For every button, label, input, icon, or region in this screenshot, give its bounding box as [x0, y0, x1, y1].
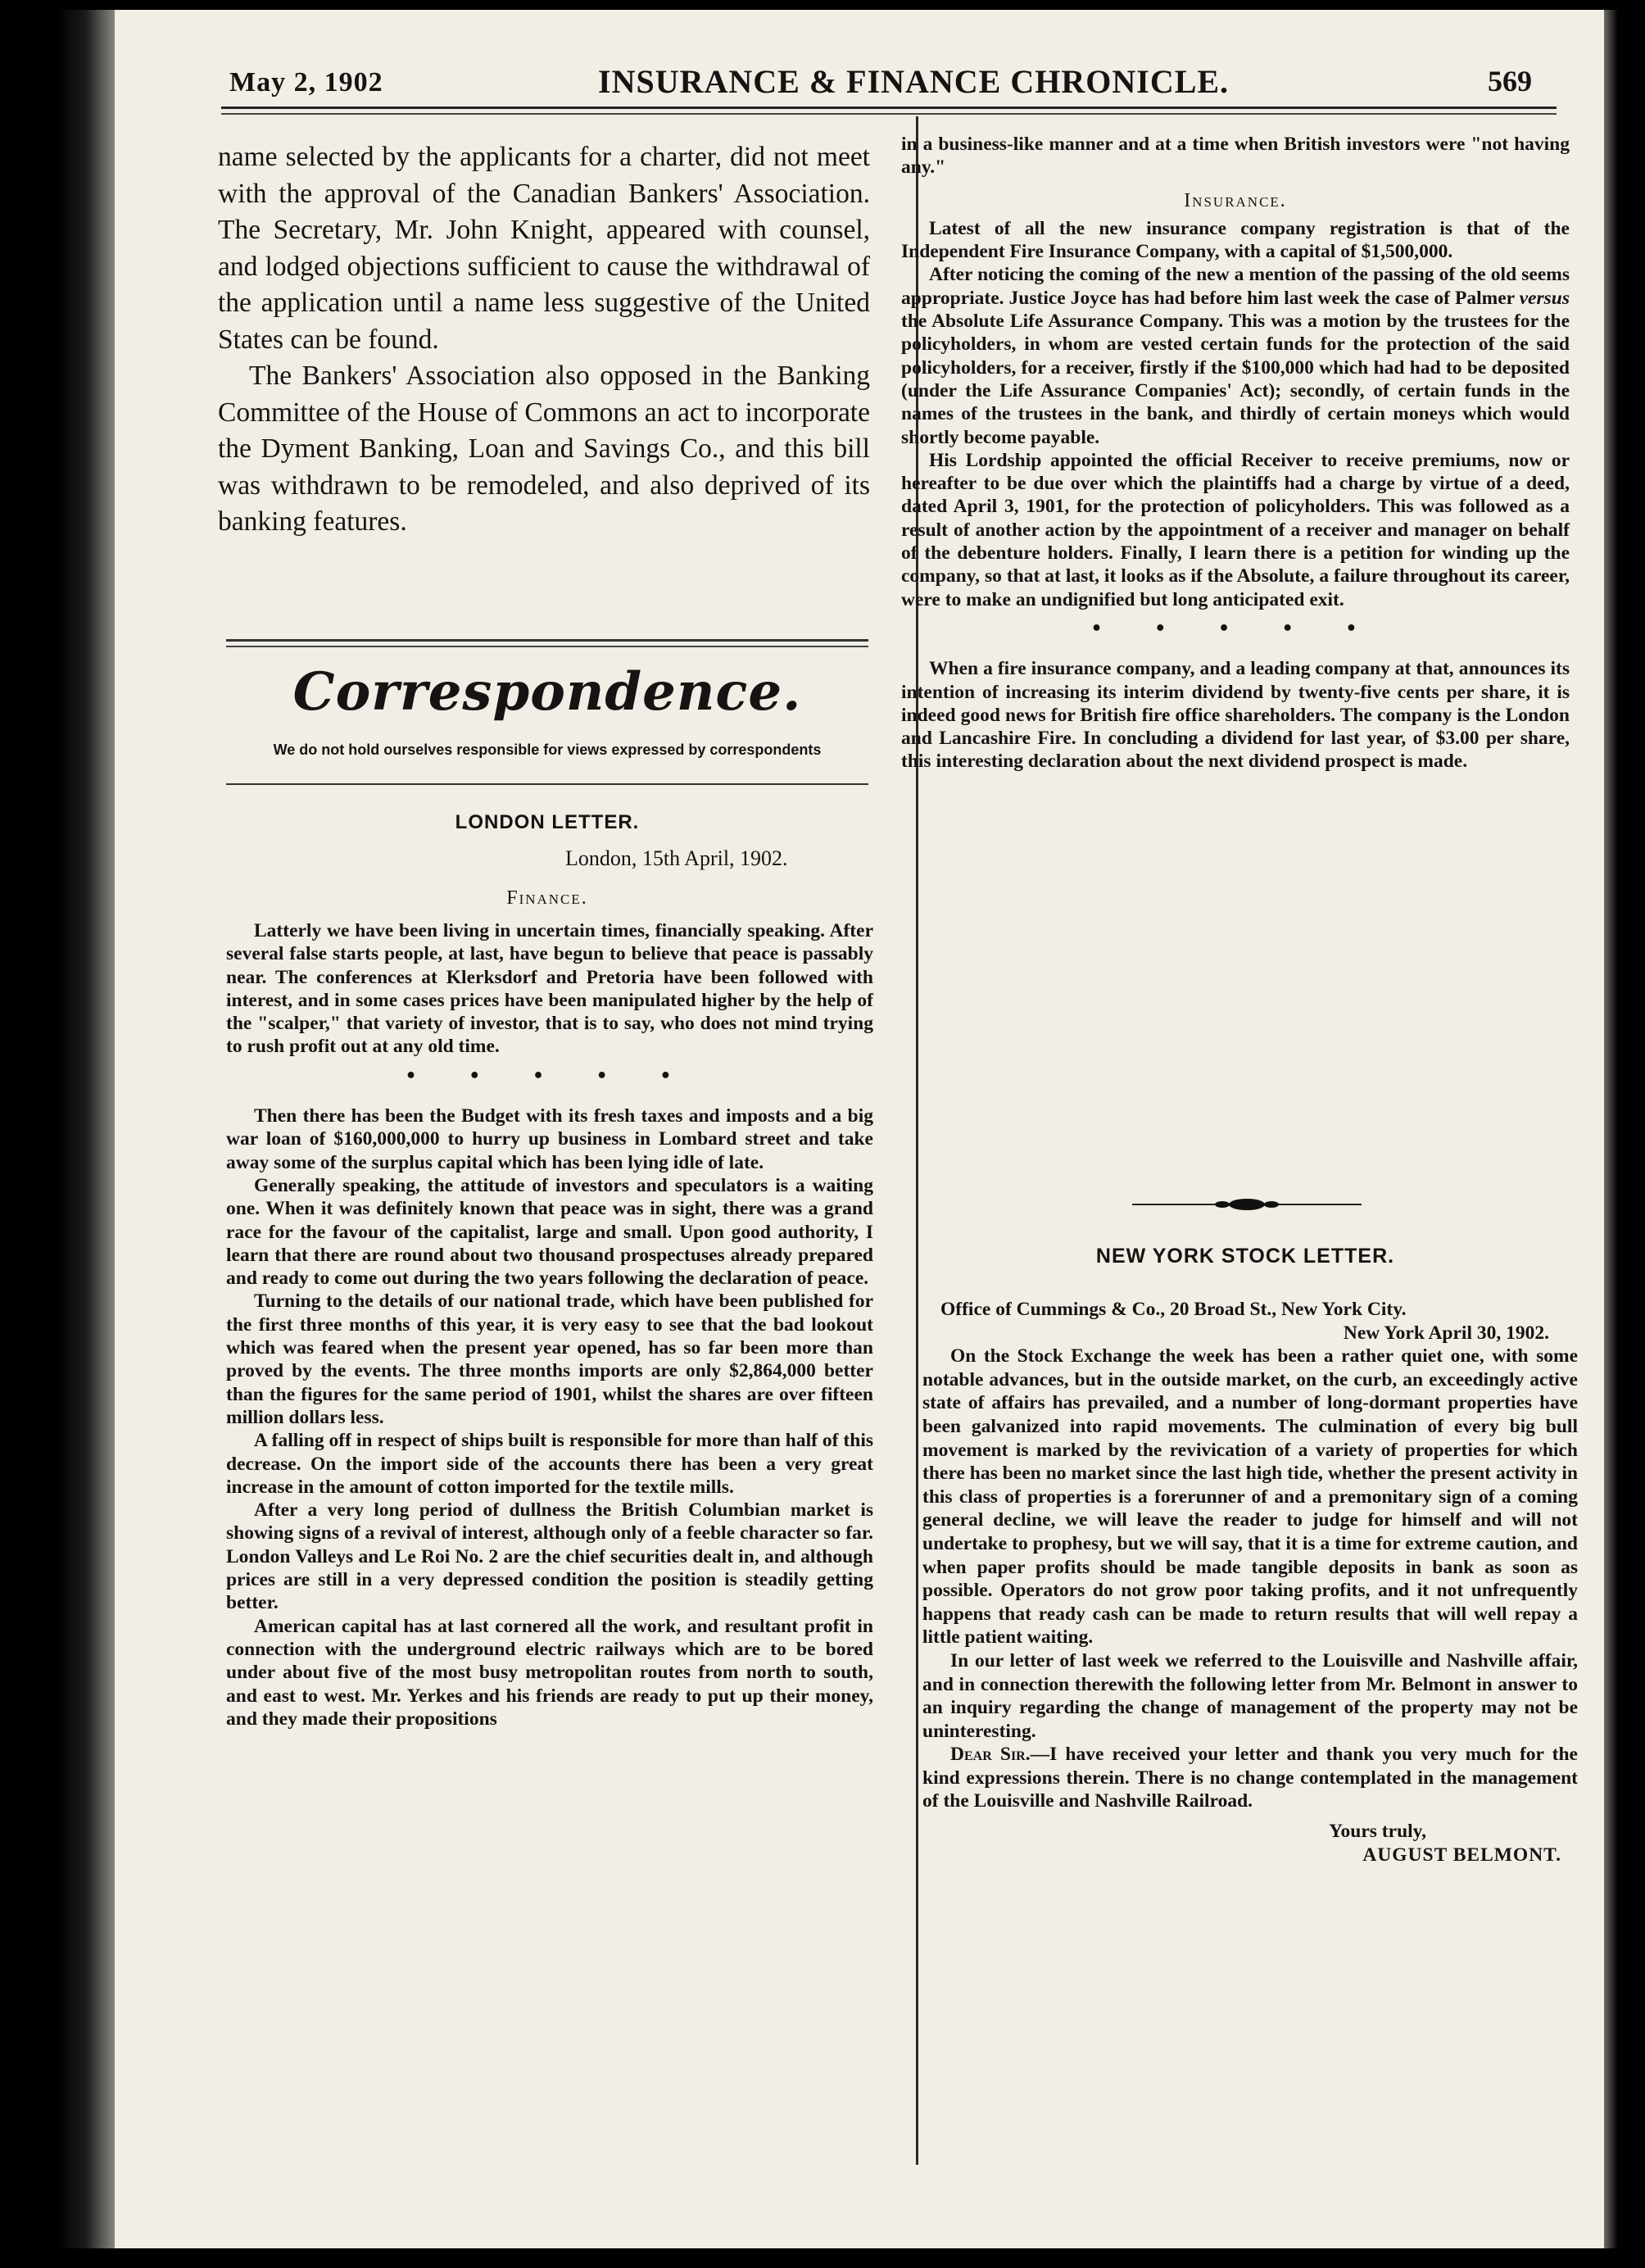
salutation: Dear Sir.	[950, 1744, 1031, 1766]
paragraph: Generally speaking, the attitude of investors and speculators is a waiting one. When it was definitely known that peace was in sight, there was a grand race for the favour of the capitalist, large and small. Upon good authority, I learn that there are round about two thousand prospectuses already prepared and ready to come out during the two years following the declaration of peace.	[226, 1174, 873, 1290]
ny-letter-heading: NEW YORK STOCK LETTER.	[1095, 1245, 1395, 1268]
paragraph: His Lordship appointed the official Receiver to receive premiums, now or hereafter to be due over which the plaintiffs had a charge by virtue of a deed, dated April 3, 1901, for the protection of policyholders. This was followed as a result of another action by the appointment of a receiver and manager on behalf of the debenture holders. Finally, I learn there is a petition for winding up the company, so that at last, it looks as if the Absolute, a failure throughout its career, were to make an undignified but long anticipated exit.	[901, 449, 1570, 610]
letter-paragraph	[922, 1743, 1578, 1813]
paragraph: A falling off in respect of ships built is responsible for more than half of this decrease. On the import side of the accounts there has been a very great increase in the amount of cotton imported for the textile mills.	[226, 1430, 873, 1498]
paragraph: On the Stock Exchange the week has been a rather quiet one, with some notable advances, but in the outside market, on the curb, an exceedingly active state of affairs has prevailed, and a number of long-dormant properties have been galvanized into rapid movements. The culmination of every big bull movement is marked by the revivication of a variety of properties for which there has been no market since the last high tide, whether the present activity in this class of properties is a forerunner of and a premonitary sign of a coming general decline, we will leave the reader to judge for himself and will not undertake to prophesy, but we will say, that it is a time for extreme caution, and when paper profits should be made tangible deposits in bank as soon as possible. Operators do not grow poor taking profits, and it not unfrequently happens that ready cash can be made to return results that will well repay a little patient waiting.	[922, 1345, 1578, 1649]
london-letter-body	[226, 919, 873, 1730]
correspondence-title: Correspondence.	[292, 661, 802, 723]
paragraph: After a very long period of dullness the British Columbian market is showing signs of a revival of interest, although only of a feeble character so far. London Valleys and Le Roi No. 2 are the chief securities dealt in, and although prices are still in a very depressed condition the position is steadily getting better.	[226, 1499, 873, 1614]
paragraph: Latest of all the new insurance company registration is that of the Independent Fire Insurance Company, with a capital of $1,500,000.	[901, 217, 1570, 263]
ny-office-line: Office of Cummings & Co., 20 Broad St., New York City.	[940, 1299, 1407, 1320]
header-rule-secondary	[221, 113, 1557, 115]
paragraph: Then there has been the Budget with its fresh taxes and imposts and a big war loan of $160,000,000 to hurry up business in Lombard street and take away some of the surplus capital which has been lying idle of late.	[226, 1105, 873, 1173]
section-bullets: • • • • •	[1090, 618, 1380, 639]
ornament-divider	[1132, 1196, 1362, 1213]
section-rule-secondary	[226, 646, 868, 647]
left-column-continuation	[218, 139, 870, 541]
paragraph: In our letter of last week we referred to the Louisville and Nashville affair, and in connection therewith the following letter from Mr. Belmont in answer to an inquiry regarding the change of management of the property may not be uninteresting.	[922, 1649, 1578, 1742]
paragraph: When a fire insurance company, and a leading company at that, announces its intention of increasing its interim dividend by twenty-five cents per share, it is indeed good news for British fire office shareholders. The company is the London and Lancashire Fire. In concluding a dividend for last year, of $3.00 per share, this interesting declaration about the next dividend prospect is made.	[901, 658, 1570, 773]
page-edge	[1604, 10, 1624, 2248]
paragraph: Latterly we have been living in uncertain times, financially speaking. After several false starts people, at last, have begun to believe that peace is passably near. The conferences at Klerksdorf and Pretoria have been followed with interest, and in some cases prices have been manipulated higher by the help of the "scalper," that variety of investor, that is to say, who does not mind trying to rush profit out at any old time.	[226, 920, 873, 1058]
italic-term: versus	[1519, 287, 1570, 309]
paragraph: in a business-like manner and at a time when British investors were "not having any."	[901, 134, 1570, 179]
london-dateline: London, 15th April, 1902.	[565, 846, 788, 870]
binding-gutter	[57, 10, 115, 2248]
running-header	[172, 61, 1565, 102]
header-date: May 2, 1902	[229, 67, 383, 98]
text-run: After noticing the coming of the new a mention of the passing of the old seems appropriate. Justice Joyce has had before him last week the case of Palmer	[901, 264, 1570, 309]
section-rule	[226, 639, 868, 642]
london-letter-heading: LONDON LETTER.	[455, 811, 640, 833]
paragraph: American capital has at last cornered all the work, and resultant profit in connection with the underground electric railways which are to be bored under about five of the most busy metropolitan routes from north to south, and east to west. Mr. Yerkes and his friends are ready to put up their money, and they made their propositions	[226, 1615, 873, 1730]
right-column	[901, 133, 1570, 773]
signature: AUGUST BELMONT.	[1362, 1844, 1561, 1866]
closing: Yours truly,	[1329, 1821, 1426, 1843]
newspaper-page	[57, 10, 1624, 2248]
paragraph	[901, 263, 1570, 448]
paragraph: Turning to the details of our national trade, which have been published for the first three months of this year, it is very easy to see that the bad lookout which was feared when the present year opened, has so far been more than proved by the events. The three months imports are only $2,864,000 better than the figures for the same period of 1901, whilst the shares are over fifteen million dollars less.	[226, 1290, 873, 1428]
header-title: INSURANCE & FINANCE CHRONICLE.	[598, 63, 1230, 100]
ny-letter-body	[922, 1298, 1578, 1867]
ny-dateline: New York April 30, 1902.	[1343, 1322, 1549, 1344]
finance-subheading: Finance.	[506, 887, 588, 909]
page-number: 569	[1488, 65, 1532, 98]
text-run: the Absolute Life Assurance Company. This was a motion by the trustees for the policyholders, in whom are vested certain funds for the protection of the said policyholders, for a receiver, firstly if the $100,000 which had had to be deposited (under the Life Assurance Companies' Act); secondly, of certain funds in the names of the trustees in the bank, and thirdly of certain moneys which would shortly become payable.	[901, 311, 1570, 448]
header-rule	[221, 107, 1557, 109]
paragraph: name selected by the applicants for a charter, did not meet with the approval of the Canadian Bankers' Association. The Secretary, Mr. John Knight, appeared with counsel, and lodged objections sufficient to cause the withdrawal of the application until a name less suggestive of the United States can be found.	[218, 142, 870, 355]
insurance-subheading: Insurance.	[1184, 189, 1287, 211]
text-run: —I have received your letter and thank you very much for the kind expressions therein. There is no change contemplated in the management of the Louisville and Nashville Railroad.	[922, 1744, 1578, 1812]
section-bullets: • • • • •	[405, 1065, 695, 1086]
section-rule	[226, 783, 868, 785]
correspondence-disclaimer: We do not hold ourselves responsible for views expressed by correspondents	[273, 742, 822, 758]
paragraph: The Bankers' Association also opposed in the Banking Committee of the House of Commons an act to incorporate the Dyment Banking, Loan and Savings Co., and this bill was withdrawn to be remodeled, and also deprived of its banking features.	[218, 361, 870, 537]
